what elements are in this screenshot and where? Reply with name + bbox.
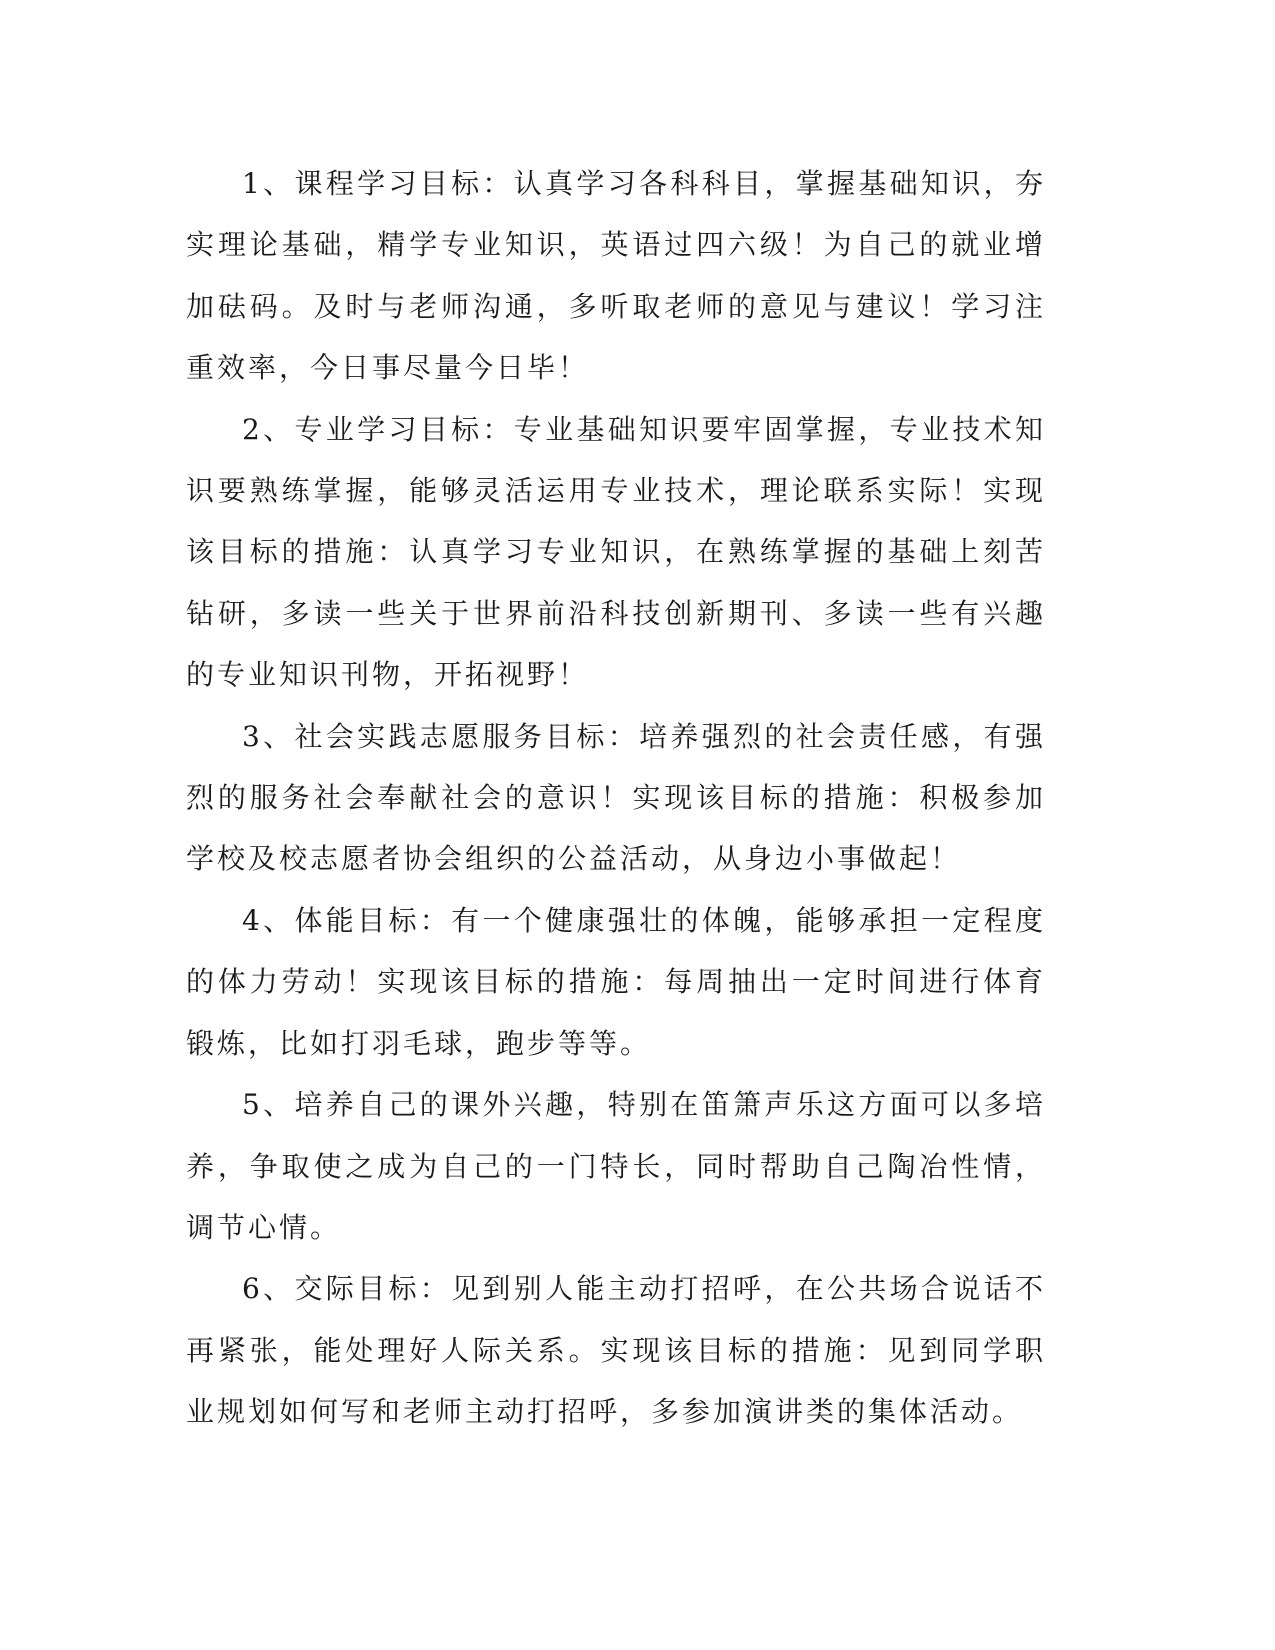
paragraph-major-goal: 2、专业学习目标：专业基础知识要牢固掌握，专业技术知识要熟练掌握，能够灵活运用专业技术，理论联系实际！实现该目标的措施：认真学习专业知识，在熟练掌握的基础上刻苦钻研，多读一些关于世界前沿科技创新期刊、多读一些有兴趣的专业知识刊物，开拓视野！	[186, 412, 1046, 692]
paragraph-course-goal: 1、课程学习目标：认真学习各科科目，掌握基础知识，夯实理论基础，精学专业知识，英语过四六级！为自己的就业增加砝码。及时与老师沟通，多听取老师的意见与建议！学习注重效率，今日事尽量今日毕！	[186, 167, 1046, 385]
paragraph-volunteer-goal: 3、社会实践志愿服务目标：培养强烈的社会责任感，有强烈的服务社会奉献社会的意识！实现该目标的措施：积极参加学校及校志愿者协会组织的公益活动，从身边小事做起！	[186, 719, 1046, 876]
document-body	[186, 153, 1046, 1443]
paragraph-social-goal: 6、交际目标：见到别人能主动打招呼，在公共场合说话不再紧张，能处理好人际关系。实现该目标的措施：见到同学职业规划如何写和老师主动打招呼，多参加演讲类的集体活动。	[186, 1272, 1046, 1429]
paragraph-interest-goal: 5、培养自己的课外兴趣，特别在笛箫声乐这方面可以多培养，争取使之成为自己的一门特长，同时帮助自己陶冶性情，调节心情。	[186, 1088, 1046, 1244]
paragraph-fitness-goal: 4、体能目标：有一个健康强壮的体魄，能够承担一定程度的体力劳动！实现该目标的措施：每周抽出一定时间进行体育锻炼，比如打羽毛球，跑步等等。	[186, 903, 1046, 1060]
